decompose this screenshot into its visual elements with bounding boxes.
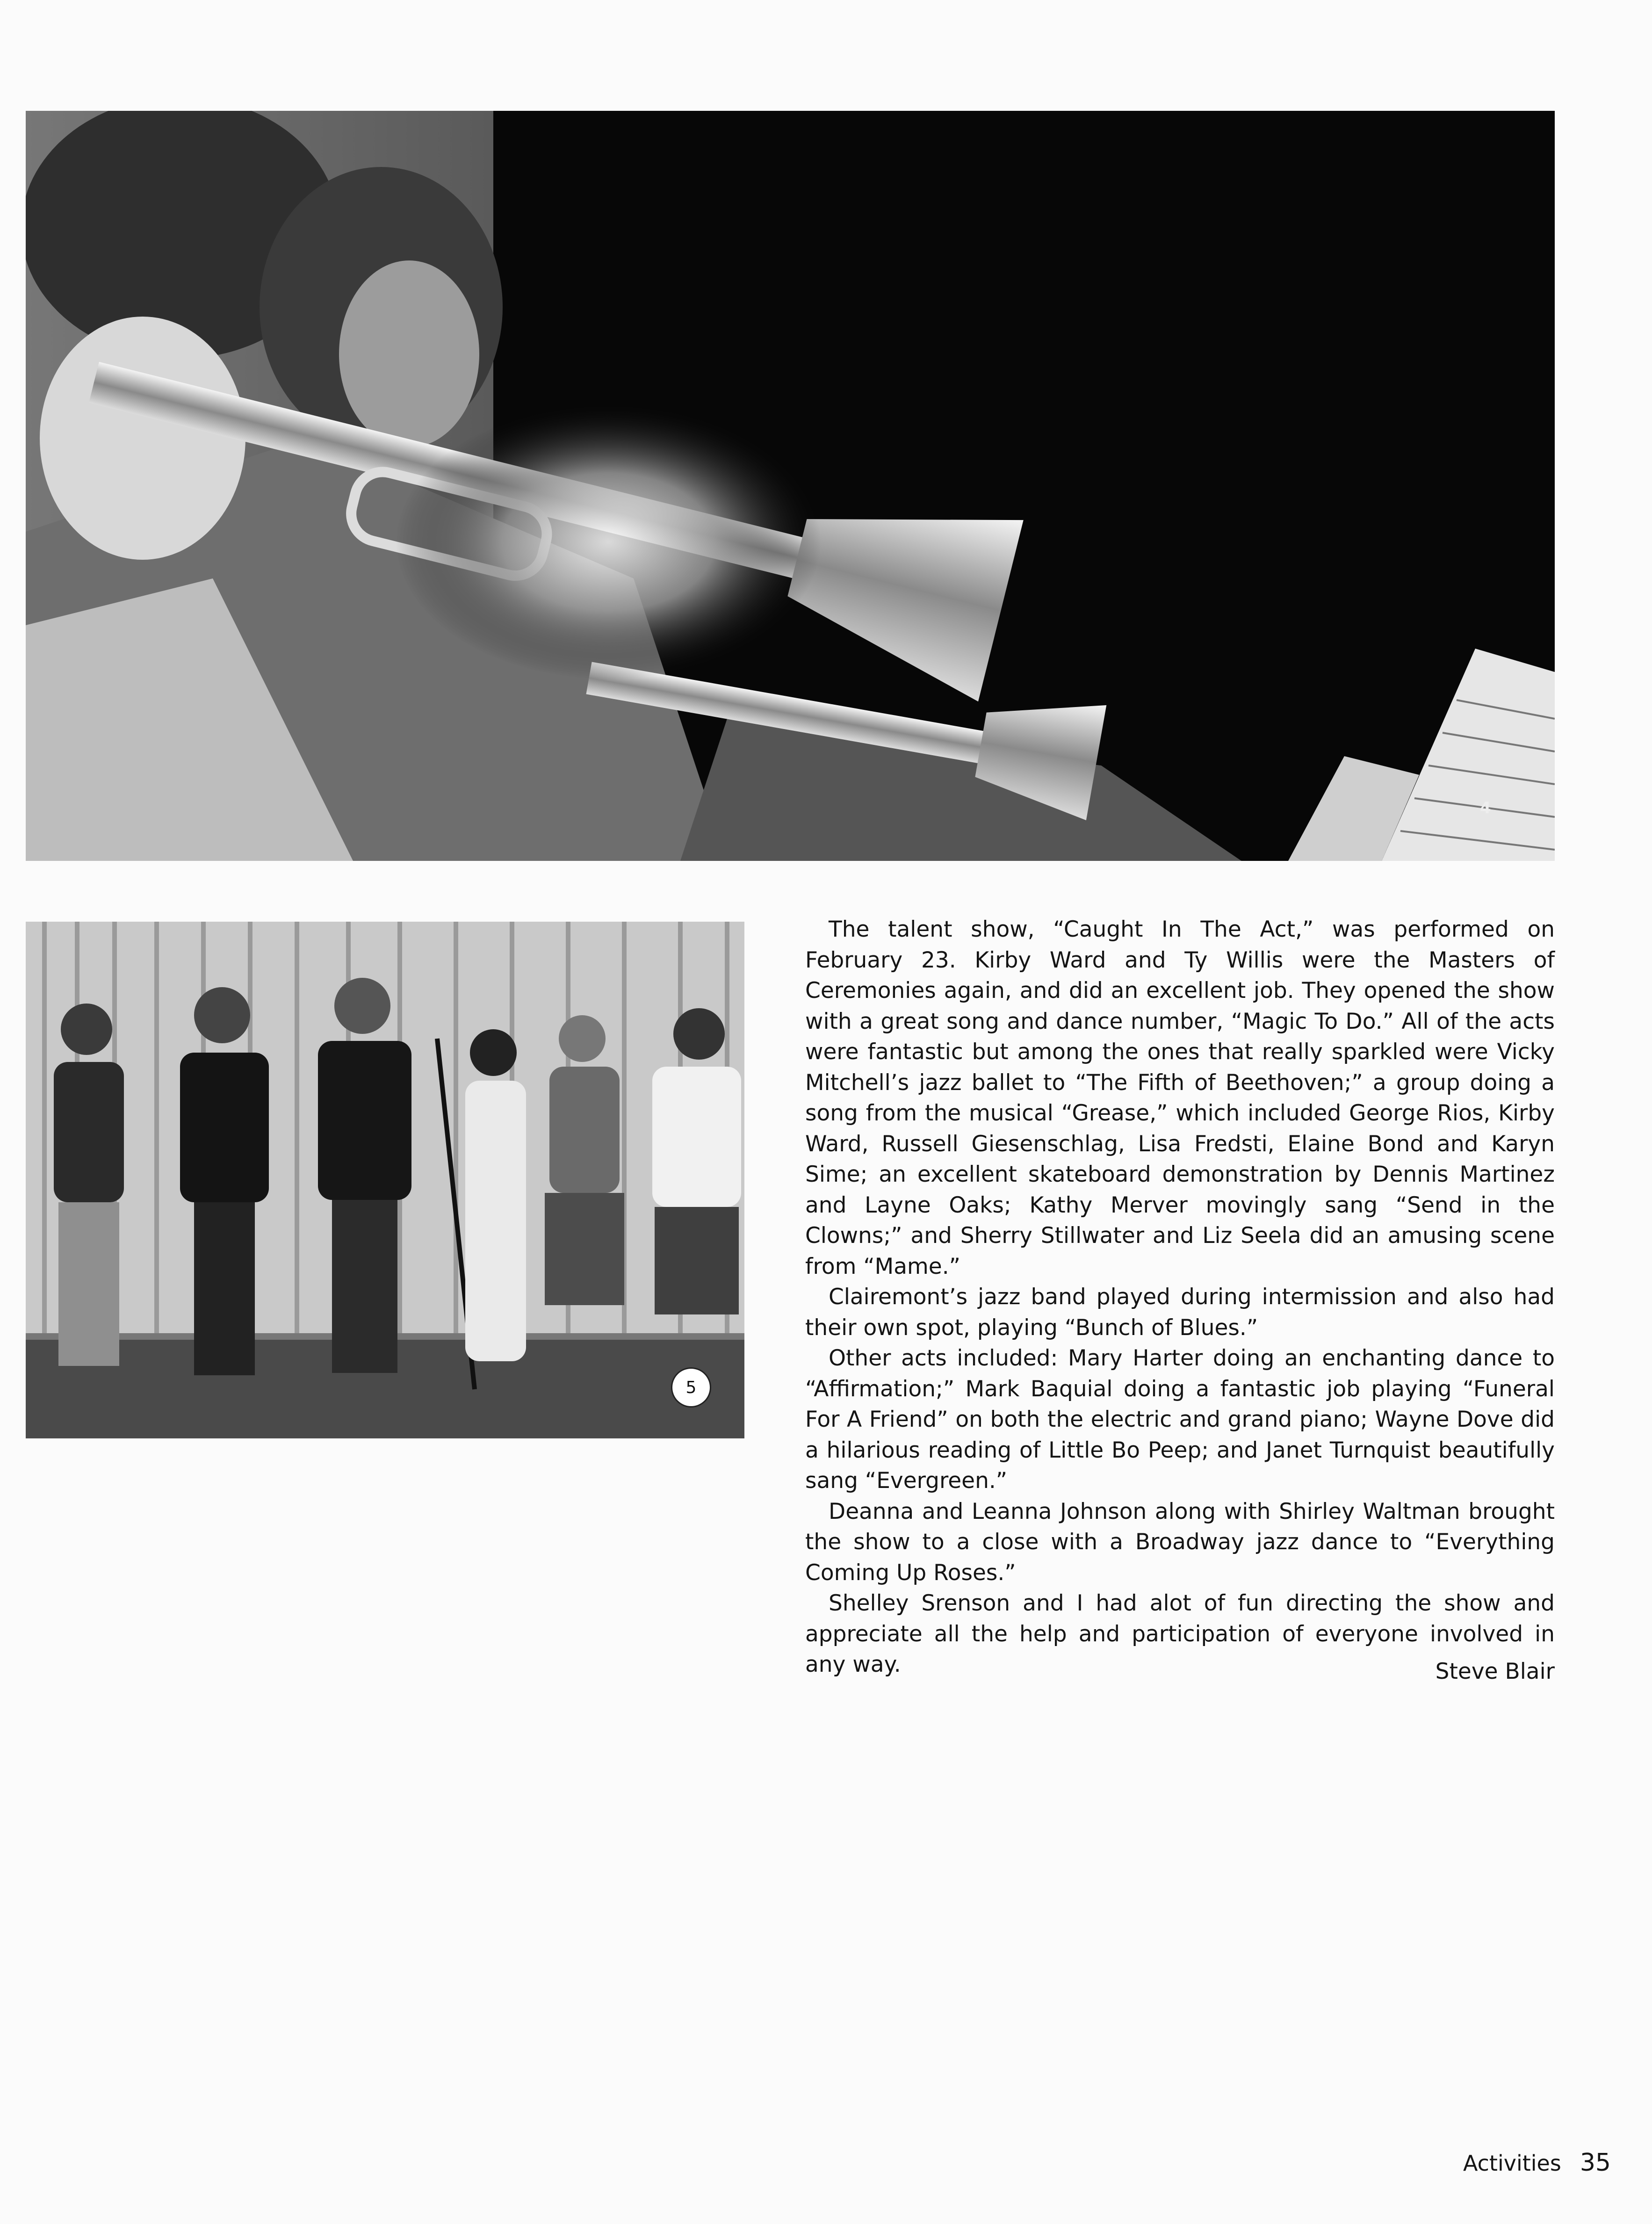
section-label: Activities (1463, 2151, 1561, 2176)
page-footer (1463, 2149, 1611, 2177)
trumpet-photo-image (26, 111, 1555, 861)
stage-photo-image (26, 922, 744, 1438)
article-paragraph: Deanna and Leanna Johnson along with Shirley Waltman brought the show to a close with a Broadway jazz dance to “Everything Coming Up Roses.” (805, 1498, 1555, 1586)
photo-number-5-badge (671, 1367, 711, 1408)
article-body (805, 914, 1555, 1680)
photo-trumpet-players (26, 111, 1555, 861)
photo-number-5: 5 (685, 1378, 697, 1397)
article-author: Steve Blair (1435, 1659, 1555, 1684)
article-paragraph: Other acts included: Mary Harter doing an enchanting dance to “Affirmation;” Mark Baquial doing a fantastic job playing “Funeral For A Friend” on both the electric and grand piano; Wayne Dove did a hilarious reading of Little Bo Peep; and Janet Turnquist beautifully sang “Evergreen.” (805, 1345, 1555, 1494)
article-paragraph: Clairemont’s jazz band played during intermission and also had their own spot, playing “Bunch of Blues.” (805, 1284, 1555, 1341)
photo-stage-performers (26, 922, 744, 1438)
page-number: 35 (1580, 2149, 1611, 2177)
article-paragraph: The talent show, “Caught In The Act,” was performed on February 23. Kirby Ward and Ty Willis were the Masters of Ceremonies again, and did an excellent job. They opened the show with a great song and dance number, “Magic To Do.” All of the acts were fantastic but among the ones that really sparkled were Vicky Mitchell’s jazz ballet to “The Fifth of Beethoven;” a group doing a song from the musical “Grease,” which included George Rios, Kirby Ward, Russell Giesenschlag, Lisa Fredsti, Elaine Bond and Karyn Sime; an excellent skateboard demonstration by Dennis Martinez and Layne Oaks; Kathy Merver movingly sang “Send in the Clowns;” and Sherry Stillwater and Liz Seela did an amusing scene from “Mame.” (805, 917, 1555, 1279)
article-paragraph: Shelley Srenson and I had alot of fun directing the show and appreciate all the help and participation of everyone involved in any way. (805, 1590, 1555, 1677)
photo-number-4: 4 (1480, 799, 1491, 817)
